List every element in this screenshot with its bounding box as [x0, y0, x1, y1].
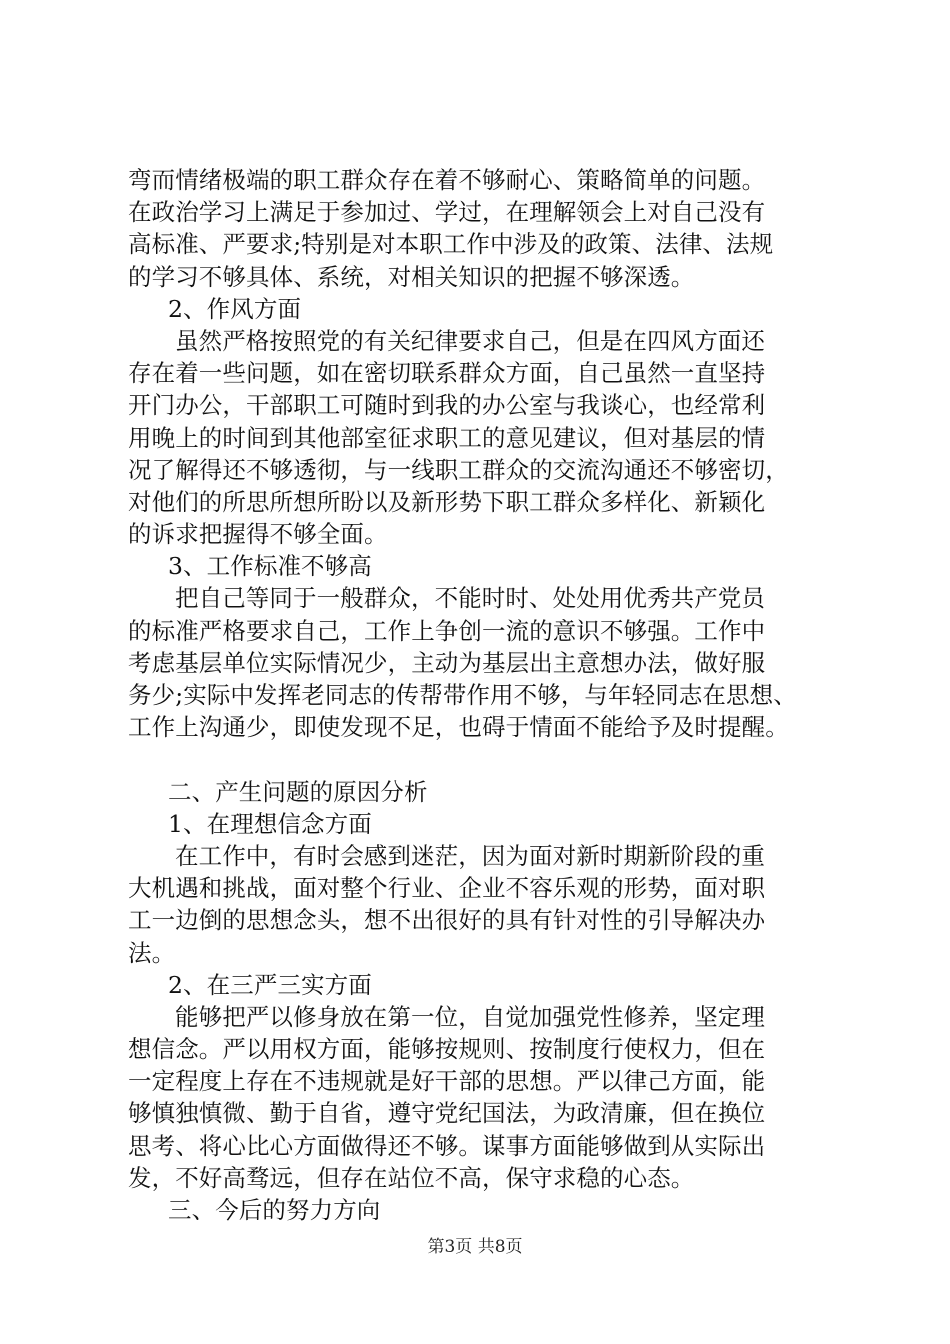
text-line: 1、在理想信念方面 — [168, 809, 372, 838]
text-line: 对他们的所思所想所盼以及新形势下职工群众多样化、新颖化 — [128, 487, 766, 516]
document-body — [128, 164, 828, 1226]
text-line: 2、在三严三实方面 — [168, 970, 372, 999]
text-line: 思考、将心比心方面做得还不够。谋事方面能够做到从实际出 — [128, 1131, 766, 1160]
text-line: 把自己等同于一般群众，不能时时、处处用优秀共产党员 — [175, 584, 765, 613]
text-line: 二、产生问题的原因分析 — [168, 777, 428, 806]
text-line: 工一边倒的思想念头，想不出很好的具有针对性的引导解决办 — [128, 906, 766, 935]
text-line: 大机遇和挑战，面对整个行业、企业不容乐观的形势，面对职 — [128, 874, 766, 903]
text-line: 弯而情绪极端的职工群众存在着不够耐心、策略简单的问题。 — [128, 166, 766, 194]
text-line: 的诉求把握得不够全面。 — [128, 520, 388, 549]
text-line: 想信念。严以用权方面，能够按规则、按制度行使权力，但在 — [128, 1035, 766, 1064]
text-line: 用晚上的时间到其他部室征求职工的意见建议，但对基层的情 — [128, 423, 766, 452]
text-line: 在工作中，有时会感到迷茫，因为面对新时期新阶段的重 — [175, 841, 765, 870]
text-line: 三、今后的努力方向 — [168, 1196, 381, 1224]
page-number-footer: 第3页 共8页 — [427, 1237, 523, 1257]
text-line: 一定程度上存在不违规就是好干部的思想。严以律己方面，能 — [128, 1067, 766, 1096]
text-line: 务少;实际中发挥老同志的传帮带作用不够，与年轻同志在思想、 — [128, 681, 797, 709]
text-line: 能够把严以修身放在第一位，自觉加强党性修养，坚定理 — [175, 1002, 765, 1031]
text-line: 2、作风方面 — [168, 294, 302, 323]
text-line: 开门办公，干部职工可随时到我的办公室与我谈心，也经常利 — [128, 391, 766, 420]
text-line: 在政治学习上满足于参加过、学过，在理解领会上对自己没有 — [128, 198, 766, 227]
text-line: 高标准、严要求;特别是对本职工作中涉及的政策、法律、法规 — [128, 230, 774, 259]
text-line: 法。 — [128, 938, 176, 967]
blank-line — [128, 743, 828, 775]
text-line: 的标准严格要求自己，工作上争创一流的意识不够强。工作中 — [128, 616, 766, 645]
text-line: 的学习不够具体、系统，对相关知识的把握不够深透。 — [128, 262, 695, 291]
text-line: 况了解得还不够透彻，与一线职工群众的交流沟通还不够密切， — [128, 455, 789, 484]
text-line: 虽然严格按照党的有关纪律要求自己，但是在四风方面还 — [175, 326, 765, 355]
text-line: 够慎独慎微、勤于自省，遵守党纪国法，为政清廉，但在换位 — [128, 1099, 766, 1128]
text-line: 存在着一些问题，如在密切联系群众方面，自己虽然一直坚持 — [128, 359, 766, 388]
text-line: 3、工作标准不够高 — [168, 552, 372, 581]
text-line: 工作上沟通少，即使发现不足，也碍于情面不能给予及时提醒。 — [128, 713, 789, 742]
text-line: 发，不好高骛远，但存在站位不高，保守求稳的心态。 — [128, 1163, 695, 1192]
text-line: 考虑基层单位实际情况少，主动为基层出主意想办法，做好服 — [128, 648, 766, 677]
